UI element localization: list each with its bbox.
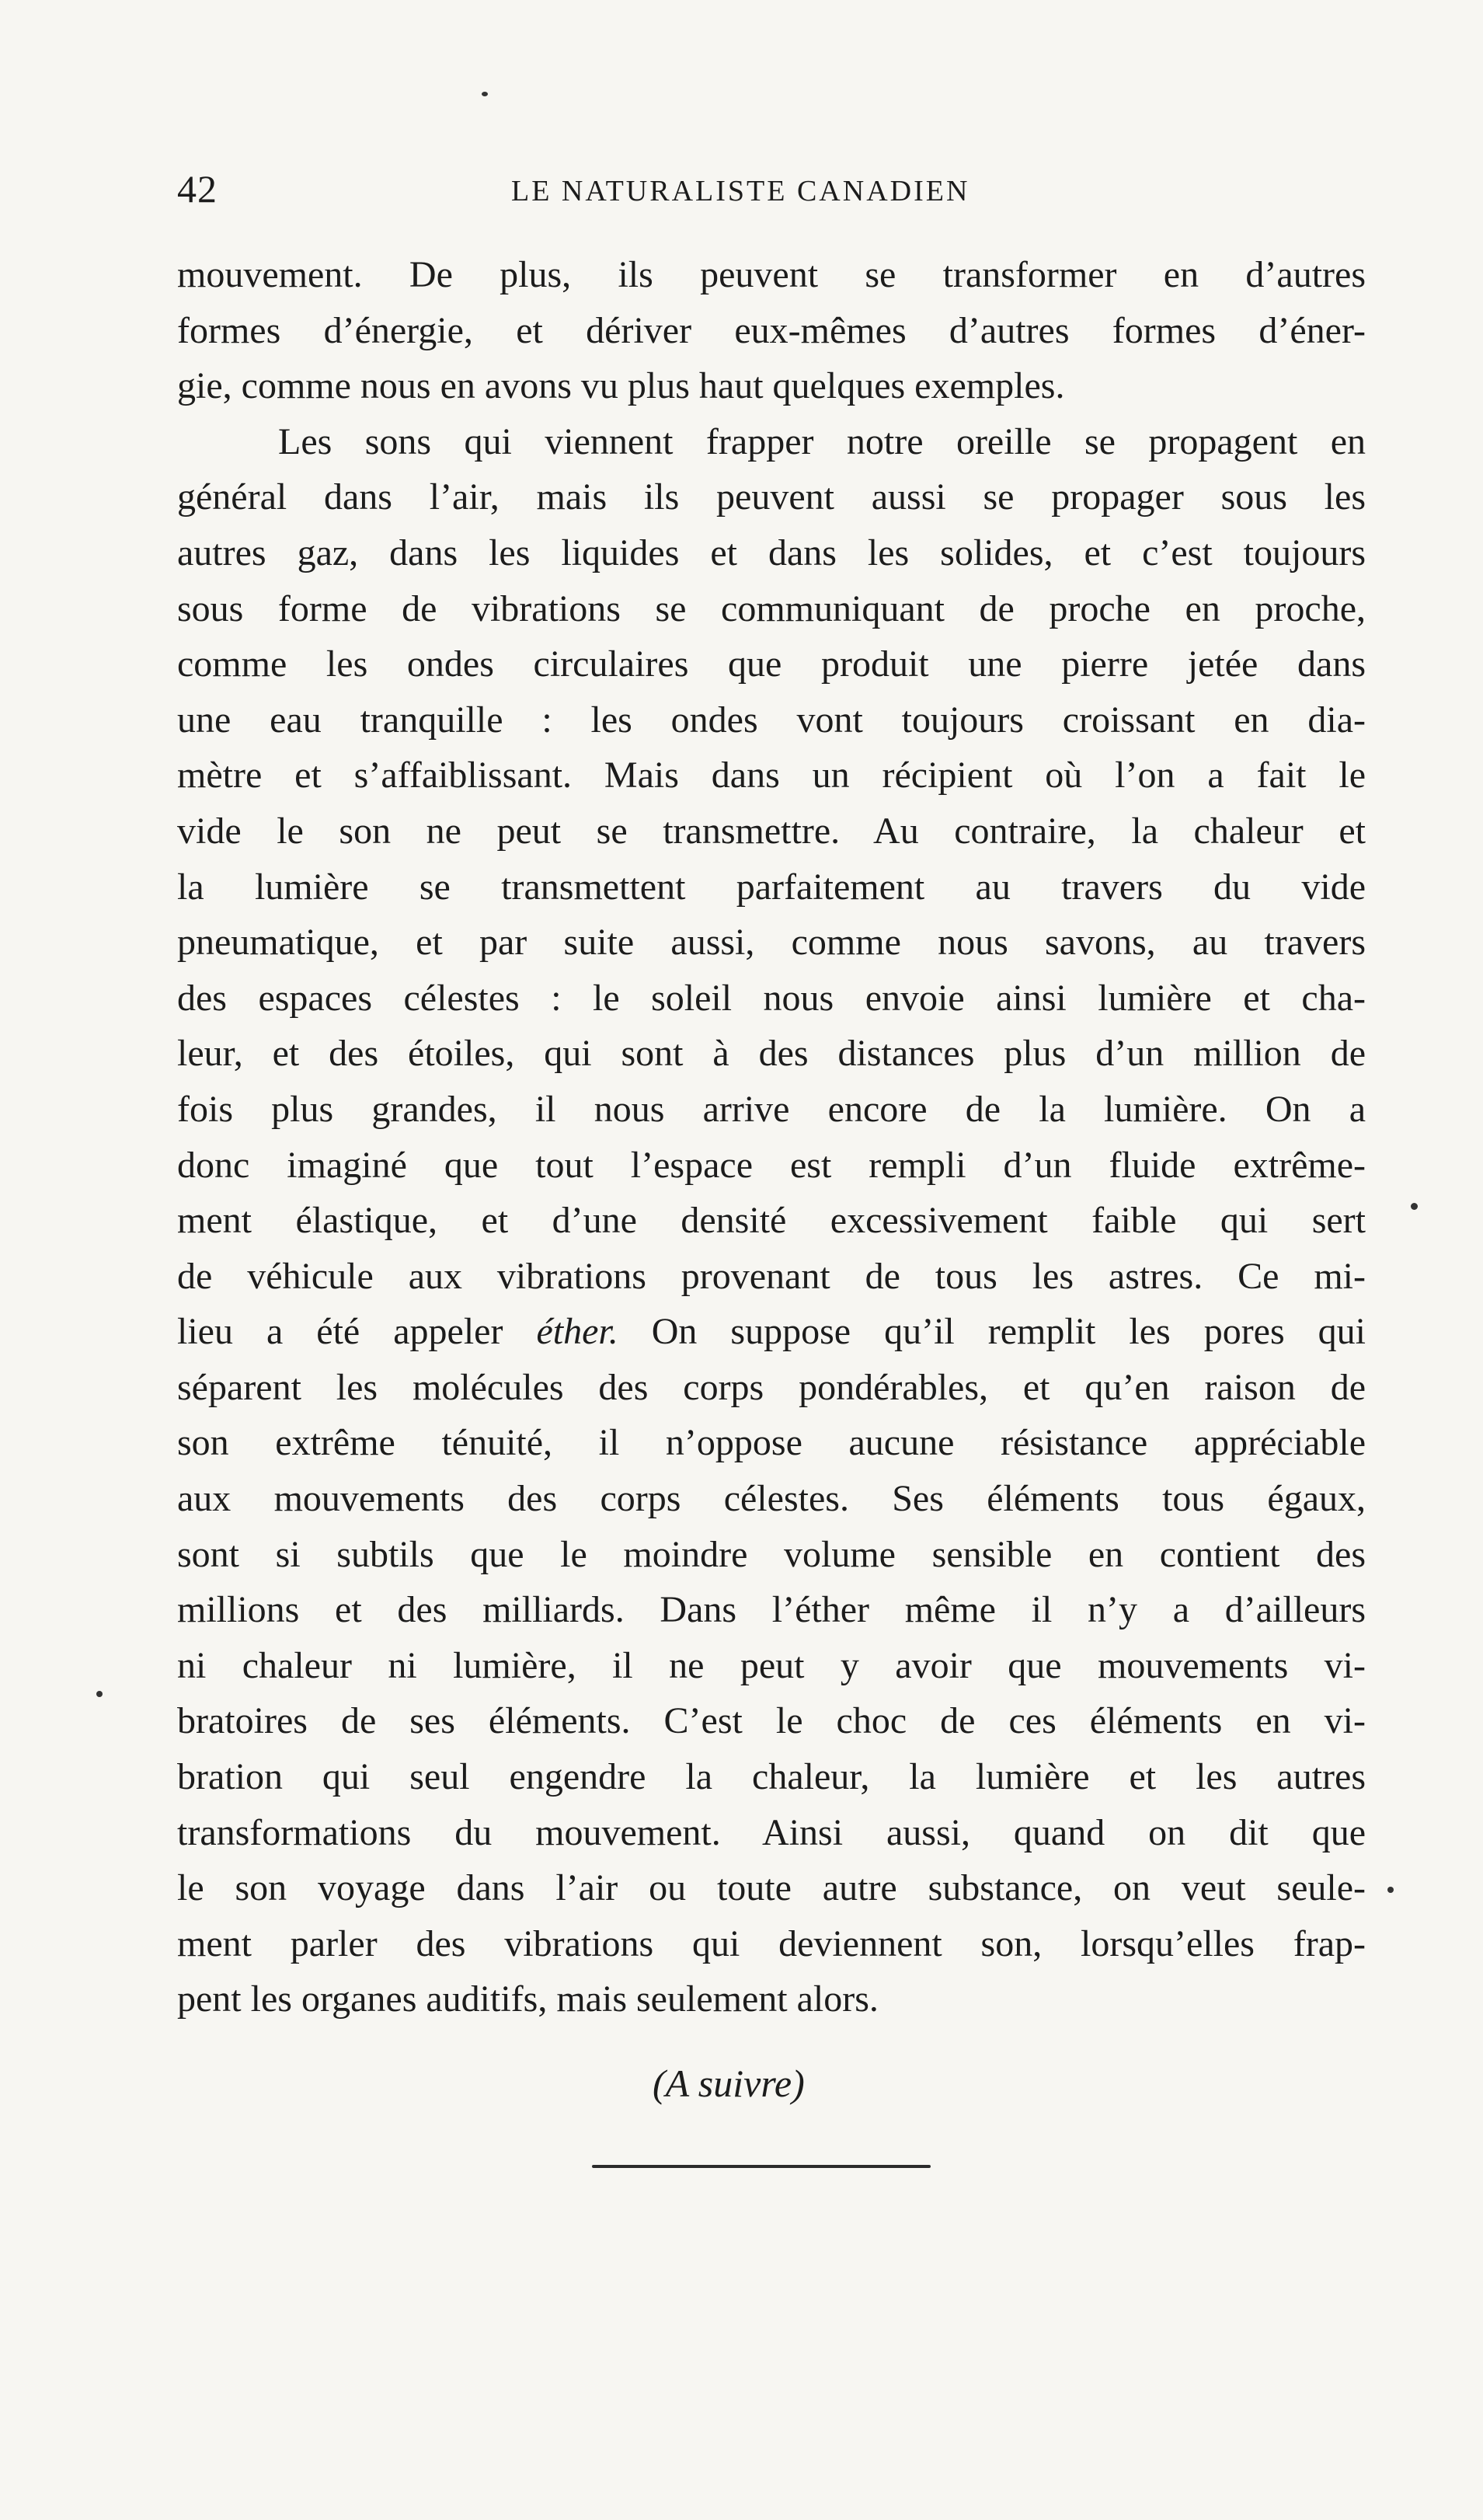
- text-line: le son voyage dans l’air ou toute autre substance, on veut seule-: [177, 1867, 1366, 1909]
- text-line: millions et des milliards. Dans l’éther même il n’y a d’ailleurs: [177, 1589, 1366, 1631]
- page-number: 42: [177, 167, 218, 211]
- text-line: donc imaginé que tout l’espace est rempli d’un fluide extrême-: [177, 1144, 1366, 1186]
- text-line: pent les organes auditifs, mais seulement alors.: [177, 1978, 879, 2020]
- running-head: LE NATURALISTE CANADIEN: [511, 175, 970, 207]
- text-line-ether: [177, 1304, 1366, 1360]
- text-line: transformations du mouvement. Ainsi aussi, quand on dit que: [177, 1811, 1366, 1853]
- text-line: des espaces célestes : le soleil nous envoie ainsi lumière et cha-: [177, 977, 1366, 1019]
- ink-speck: [482, 92, 488, 96]
- text-line: mètre et s’affaiblissant. Mais dans un récipient où l’on a fait le: [177, 755, 1366, 796]
- text-line: vide le son ne peut se transmettre. Au contraire, la chaleur et: [177, 810, 1366, 852]
- text-segment: On suppose qu’il remplit les pores qui: [651, 1311, 1366, 1353]
- text-line: son extrême ténuité, il n’oppose aucune résistance appréciable: [177, 1422, 1366, 1464]
- ink-speck: [1387, 1887, 1394, 1893]
- text-line: général dans l’air, mais ils peuvent aussi se propager sous les: [177, 476, 1366, 518]
- text-line: leur, et des étoiles, qui sont à des distances plus d’un million de: [177, 1033, 1366, 1075]
- text-line: sous forme de vibrations se communiquant de proche en proche,: [177, 587, 1366, 629]
- text-line: séparent les molécules des corps pondérables, et qu’en raison de: [177, 1366, 1366, 1408]
- text-line: gie, comme nous en avons vu plus haut quelques exemples.: [177, 365, 1065, 407]
- ink-speck: [1411, 1203, 1418, 1210]
- text-line: bratoires de ses éléments. C’est le choc de ces éléments en vi-: [177, 1700, 1366, 1742]
- italic-term-ether: éther.: [536, 1311, 618, 1353]
- ink-speck: [96, 1691, 103, 1697]
- text-line: une eau tranquille : les ondes vont toujours croissant en dia-: [177, 699, 1366, 741]
- section-rule: [592, 2165, 931, 2168]
- text-line: formes d’énergie, et dériver eux-mêmes d’autres formes d’éner-: [177, 309, 1366, 351]
- text-line: la lumière se transmettent parfaitement au travers du vide: [177, 866, 1366, 908]
- text-line: bration qui seul engendre la chaleur, la lumière et les autres: [177, 1756, 1366, 1798]
- paragraph-start-line: Les sons qui viennent frapper notre oreille se propagent en: [278, 420, 1366, 462]
- text-line: ni chaleur ni lumière, il ne peut y avoir que mouvements vi-: [177, 1644, 1366, 1686]
- text-line: ment élastique, et d’une densité excessivement faible qui sert: [177, 1200, 1366, 1242]
- text-line: de véhicule aux vibrations provenant de tous les astres. Ce mi-: [177, 1255, 1366, 1297]
- page-header: [177, 166, 1366, 221]
- continuation-note: (A suivre): [653, 2062, 805, 2105]
- text-line: aux mouvements des corps célestes. Ses éléments tous égaux,: [177, 1478, 1366, 1520]
- text-line: comme les ondes circulaires que produit une pierre jetée dans: [177, 643, 1366, 685]
- text-line: sont si subtils que le moindre volume sensible en contient des: [177, 1533, 1366, 1575]
- text-line: autres gaz, dans les liquides et dans les solides, et c’est toujours: [177, 532, 1366, 573]
- text-segment: lieu a été appeler: [177, 1311, 503, 1353]
- text-line: ment parler des vibrations qui deviennent son, lorsqu’elles frap-: [177, 1922, 1366, 1964]
- text-line: mouvement. De plus, ils peuvent se transformer en d’autres: [177, 254, 1366, 295]
- text-line: fois plus grandes, il nous arrive encore de la lumière. On a: [177, 1088, 1366, 1130]
- text-line: pneumatique, et par suite aussi, comme nous savons, au travers: [177, 922, 1366, 964]
- body-text: [177, 247, 1366, 2027]
